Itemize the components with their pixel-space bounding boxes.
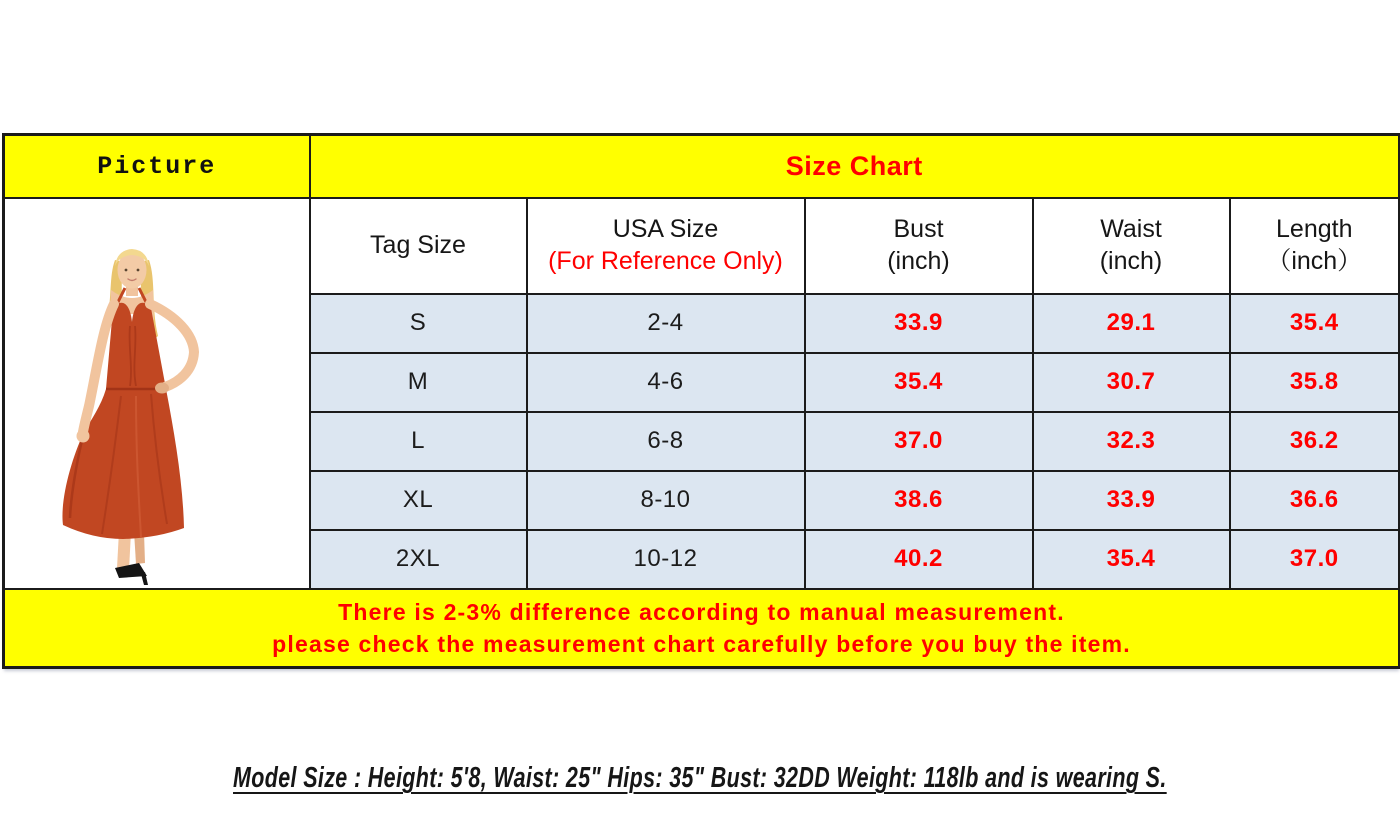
column-header-bust [805,198,1033,294]
column-header-length [1230,198,1400,294]
measurement-note-line2: please check the measurement chart carefully before you buy the item. [272,630,1131,657]
length-cell: 36.6 [1230,471,1400,530]
bust-cell: 38.6 [805,471,1033,530]
column-label: USA Size [612,215,719,244]
bust-cell: 37.0 [805,412,1033,471]
tag-size-cell: L [310,412,527,471]
measurement-note [4,589,1400,668]
column-label: Tag Size [370,230,466,259]
tag-size-cell: S [310,294,527,353]
bust-cell: 40.2 [805,530,1033,589]
size-chart-title: Size Chart [310,135,1400,198]
model-size-text [0,762,1400,795]
model-photo [5,199,309,588]
usa-size-cell: 10-12 [527,530,805,589]
usa-size-cell: 2-4 [527,294,805,353]
model-illustration [51,246,216,586]
length-cell: 36.2 [1230,412,1400,471]
waist-cell: 30.7 [1033,353,1230,412]
tag-size-cell: XL [310,471,527,530]
model-picture-cell [4,198,310,589]
bust-cell: 35.4 [805,353,1033,412]
waist-cell: 33.9 [1033,471,1230,530]
waist-cell: 29.1 [1033,294,1230,353]
length-cell: 35.8 [1230,353,1400,412]
bust-cell: 33.9 [805,294,1033,353]
column-header-tag-size [310,198,527,294]
column-label: Length [1276,215,1353,244]
length-cell: 37.0 [1230,530,1400,589]
tag-size-cell: M [310,353,527,412]
column-sublabel: （inch） [1266,246,1363,275]
column-sublabel: (For Reference Only) [548,246,783,275]
waist-cell: 32.3 [1033,412,1230,471]
waist-cell: 35.4 [1033,530,1230,589]
column-sublabel: (inch) [887,246,950,275]
usa-size-cell: 8-10 [527,471,805,530]
model-size-text-content: Model Size : Height: 5'8, Waist: 25" Hips: 35" Bust: 32DD Weight: 118lb and is wearing S. [233,762,1167,794]
length-cell: 35.4 [1230,294,1400,353]
column-sublabel: (inch) [1099,246,1163,275]
column-label: Bust [893,215,944,244]
column-header-usa-size [527,198,805,294]
picture-column-header: Picture [4,135,310,198]
column-label: Waist [1100,215,1162,244]
usa-size-cell: 4-6 [527,353,805,412]
measurement-note-line1: There is 2-3% difference according to manual measurement. [338,598,1065,625]
size-chart-table [2,133,1400,669]
usa-size-cell: 6-8 [527,412,805,471]
column-header-waist [1033,198,1230,294]
tag-size-cell: 2XL [310,530,527,589]
